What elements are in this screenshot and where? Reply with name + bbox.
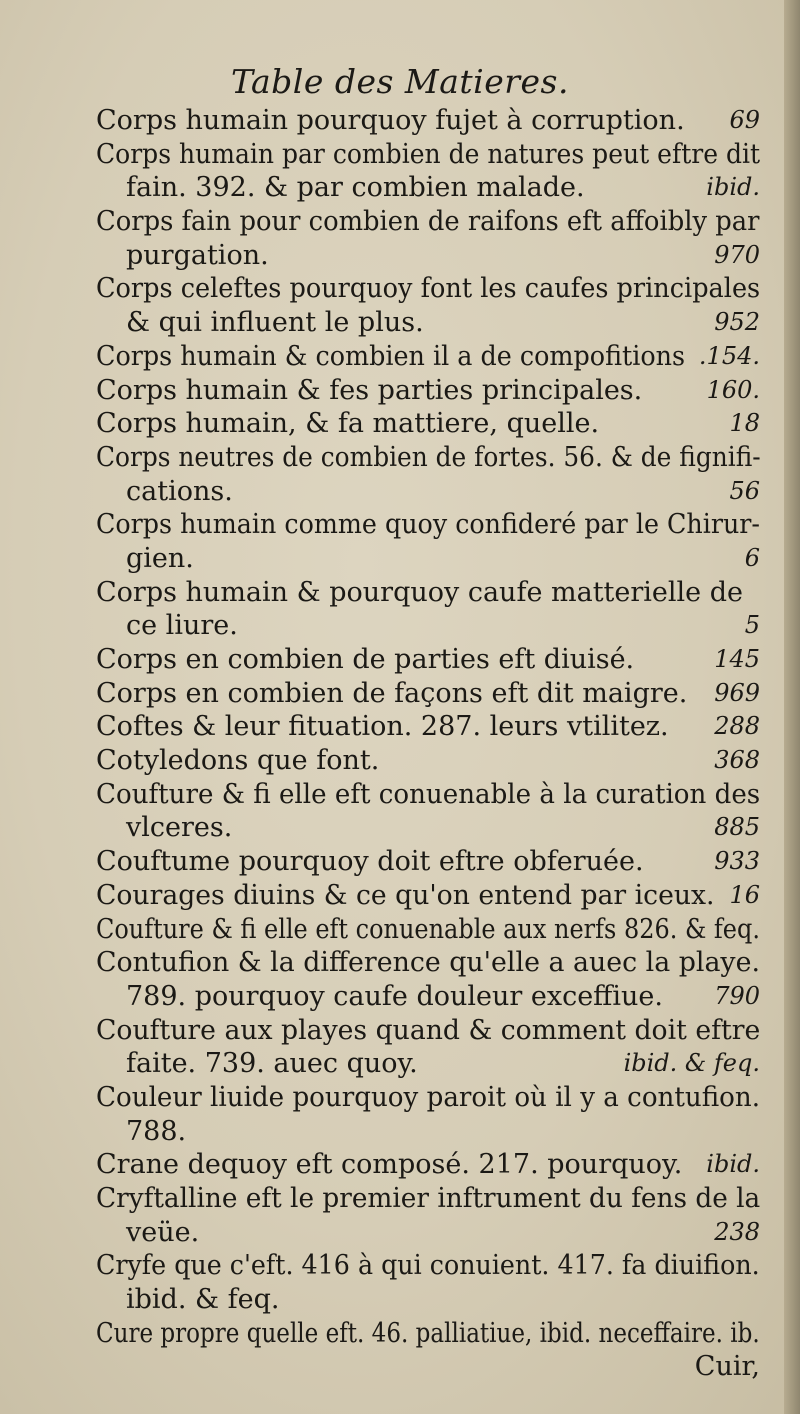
entry-text: gien. [126, 542, 194, 574]
entry-text: Couftume pourquoy doit eftre obferuée. [96, 846, 644, 878]
entry-text: Corps humain & combien il a de compofitions [96, 340, 686, 372]
entry-text: Cure propre quelle eft. 46. palliatiue, ibid. neceffaire. ib. [96, 1317, 760, 1349]
index-line [96, 1182, 760, 1216]
page-reference: 969 [714, 678, 760, 707]
entry-text: ce liure. [126, 610, 238, 642]
page-reference: 5 [744, 611, 760, 640]
index-line [96, 542, 760, 576]
index-line [96, 1115, 760, 1149]
entry-text: Corps humain pourquoy fujet à corruption. [96, 105, 685, 136]
index-line [96, 205, 760, 239]
page-edge [784, 0, 800, 1414]
page-reference: ibid. [706, 173, 760, 202]
index-line [96, 306, 760, 340]
entry-text: vlceres. [126, 812, 233, 844]
index-line [96, 138, 760, 172]
index-line [96, 845, 760, 879]
entry-text: veüe. [126, 1216, 200, 1248]
index-line [96, 913, 760, 947]
index-line [96, 1317, 760, 1351]
entry-text: Coufture aux playes quand & comment doit eftre [96, 1014, 761, 1046]
index-line [96, 239, 760, 273]
page-reference: 933 [714, 847, 760, 876]
page-reference: ibid. & feq. [623, 1049, 760, 1078]
entry-text: Coufture & fi elle eft conuenable à la curation des [96, 778, 761, 810]
entry-text: Corps fain pour combien de raifons eft affoibly par [96, 206, 760, 238]
entry-text: Cryftalline eft le premier inftrument du fens de la [96, 1183, 761, 1214]
page-reference: 238 [714, 1217, 760, 1246]
index-line [96, 643, 760, 677]
entry-text: Cotyledons que font. [96, 745, 380, 777]
page-reference: 368 [714, 746, 760, 775]
page-reference: 160. [706, 375, 760, 404]
entry-text: Corps en combien de façons eft dit maigre. [96, 677, 688, 709]
entry-text: & qui influent le plus. [126, 307, 424, 339]
entry-text: Corps en combien de parties eft diuisé. [96, 644, 635, 675]
page-reference: 6 [744, 543, 760, 572]
index-line [96, 1047, 760, 1081]
page-reference: 18 [729, 409, 760, 438]
index-entries [96, 104, 760, 1384]
entry-text: Coftes & leur fituation. 287. leurs vtilitez. [96, 711, 669, 743]
index-line [96, 374, 760, 408]
index-line [96, 980, 760, 1014]
index-line [96, 1216, 760, 1250]
index-line [96, 475, 760, 509]
entry-text: Corps humain comme quoy confideré par le Chirur- [96, 509, 760, 541]
index-line [96, 441, 760, 475]
catchword: Cuir, [694, 1351, 760, 1383]
page-reference: 970 [714, 240, 760, 269]
page-reference: 952 [714, 308, 760, 337]
page-reference: 16 [729, 880, 760, 909]
index-line [96, 171, 760, 205]
entry-text: ibid. & feq. [126, 1284, 280, 1316]
index-line [96, 508, 760, 542]
page-reference: 288 [714, 712, 760, 741]
entry-text: Couleur liuide pourquoy paroit où il y a contufion. [96, 1081, 761, 1113]
entry-text: Corps humain par combien de natures peut eftre dit [96, 138, 761, 170]
page-reference: 56 [729, 476, 760, 505]
entry-text: 788. [126, 1115, 187, 1147]
entry-text: Crane dequoy eft composé. 217. pourquoy. [96, 1149, 683, 1181]
entry-text: cations. [126, 475, 233, 507]
index-line [96, 407, 760, 441]
entry-text: Corps humain & fes parties principales. [96, 374, 643, 406]
index-line [96, 710, 760, 744]
index-line [96, 778, 760, 812]
page-reference: 145 [714, 645, 760, 673]
index-line [96, 1283, 760, 1317]
entry-text: Cryfe que c'eft. 416 à qui conuient. 417. fa diuifion. [96, 1250, 760, 1282]
index-line [96, 811, 760, 845]
index-line [96, 1014, 760, 1048]
page-reference: 69 [729, 106, 760, 134]
entry-text: Corps celeftes pourquoy font les caufes principales [96, 273, 761, 305]
index-line [96, 272, 760, 306]
index-line [96, 576, 760, 610]
page-reference: ibid. [706, 1150, 760, 1179]
index-line [96, 744, 760, 778]
entry-text: purgation. [126, 239, 269, 271]
page-reference: .154. [698, 341, 760, 370]
index-line [96, 609, 760, 643]
entry-text: fain. 392. & par combien malade. [126, 172, 585, 204]
page-reference: 790 [714, 981, 760, 1010]
entry-text: Corps neutres de combien de fortes. 56. & de fignifi- [96, 441, 761, 473]
entry-text: Contufion & la difference qu'elle a auec la playe. [96, 947, 760, 979]
entry-text: Courages diuins & ce qu'on entend par iceux. [96, 879, 715, 911]
entry-text: Coufture & fi elle eft conuenable aux nerfs 826. & feq. [96, 913, 760, 945]
entry-text: 789. pourquoy caufe douleur exceffiue. [126, 980, 663, 1012]
index-line [96, 340, 760, 374]
entry-text: Corps humain & pourquoy caufe matterielle de [96, 576, 743, 608]
page-title: Table des Matieres. [231, 62, 569, 101]
page-reference: 885 [714, 813, 760, 842]
index-line [96, 1081, 760, 1115]
catchword-line [96, 1350, 760, 1384]
index-line [96, 104, 760, 138]
index-line [96, 1249, 760, 1283]
index-line [96, 677, 760, 711]
index-line [96, 879, 760, 913]
entry-text: Corps humain, & fa mattiere, quelle. [96, 408, 600, 440]
index-line [96, 1148, 760, 1182]
entry-text: faite. 739. auec quoy. [126, 1048, 418, 1080]
index-line [96, 946, 760, 980]
